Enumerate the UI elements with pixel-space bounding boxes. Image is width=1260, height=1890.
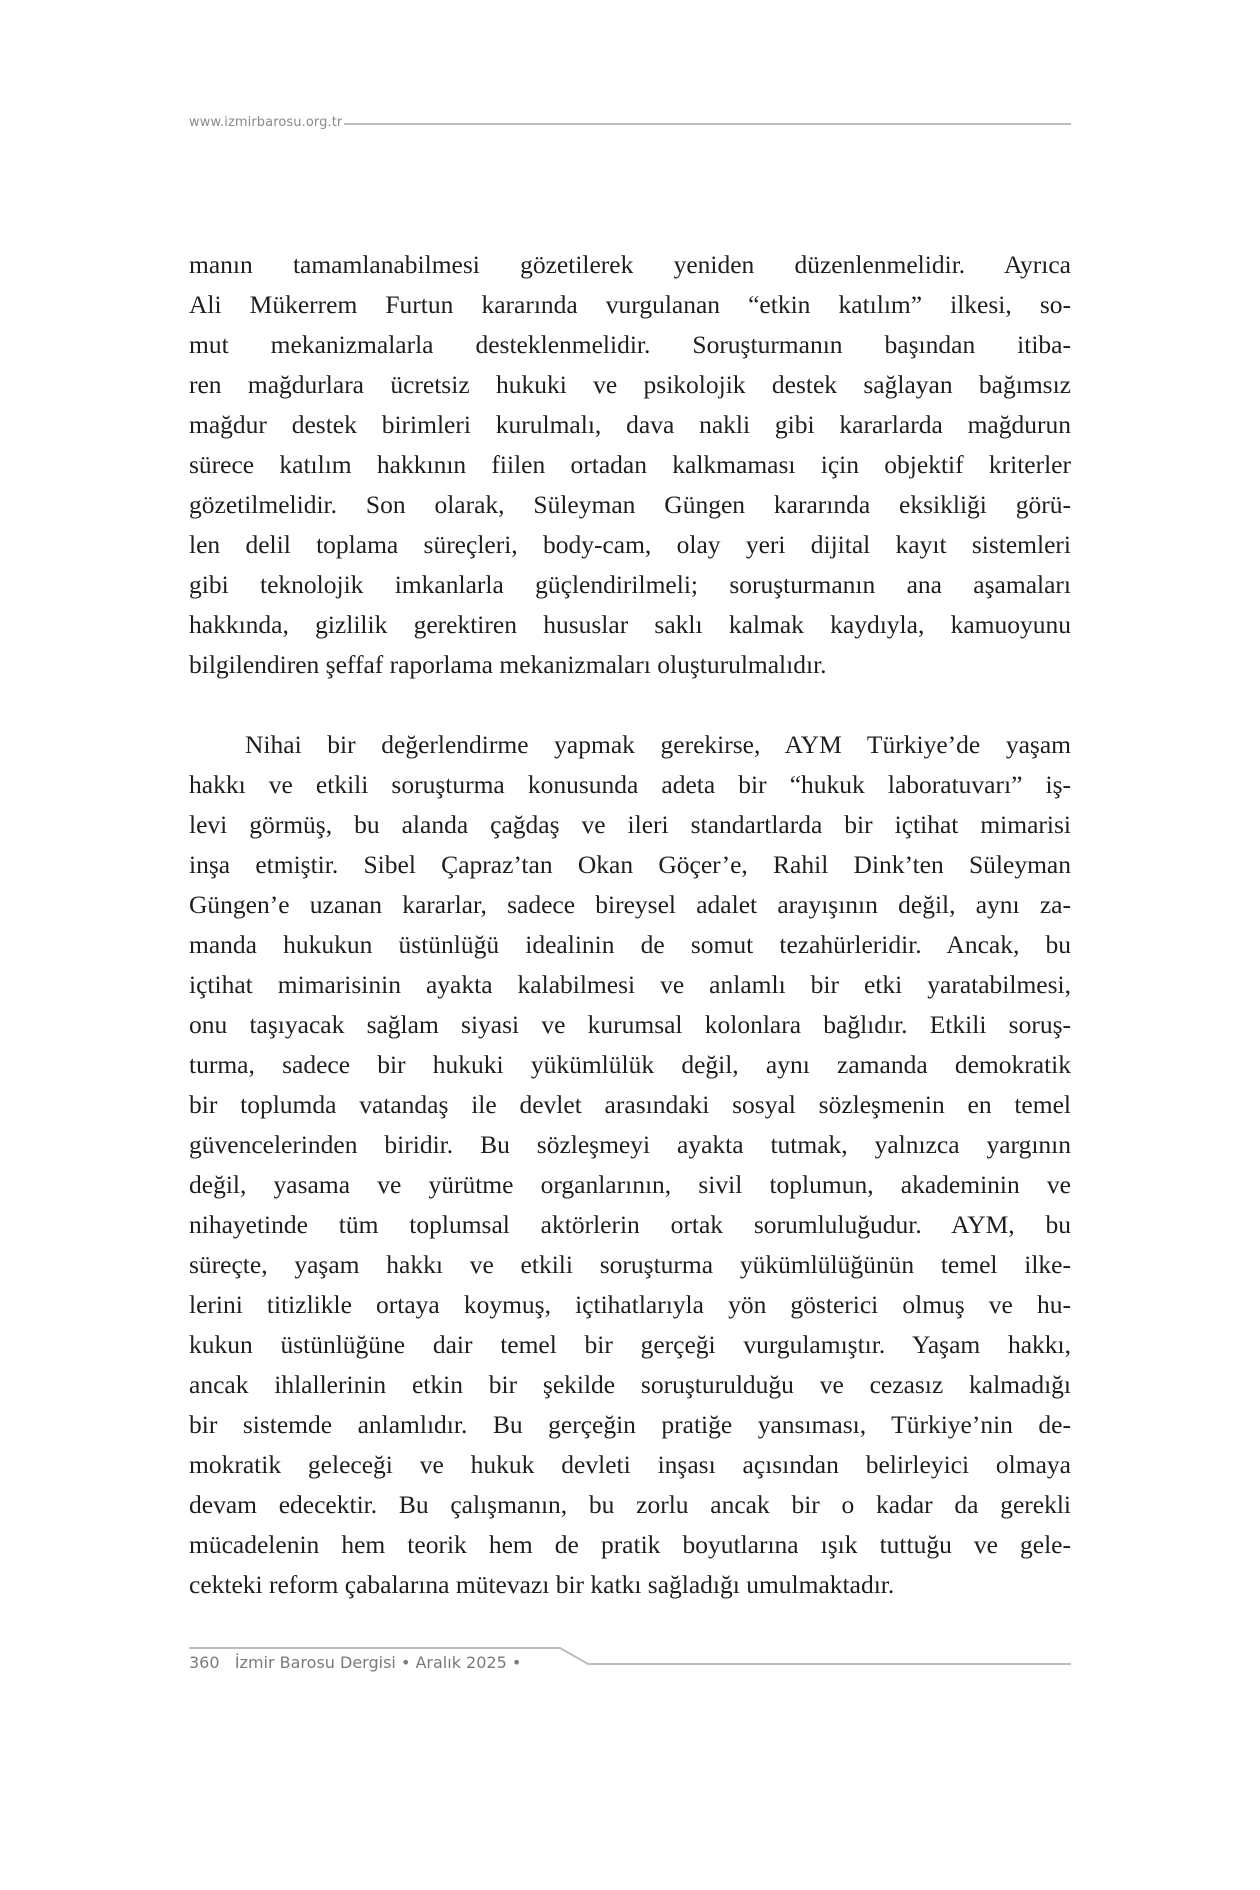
header-url: www.izmirbarosu.org.tr <box>189 114 343 130</box>
text-line: devam edecektir. Bu çalışmanın, bu zorlu ancak bir o kadar da gerekli <box>189 1490 1071 1519</box>
text-line: mücadelenin hem teorik hem de pratik boyutlarına ışık tuttuğu ve gele- <box>189 1530 1071 1559</box>
text-line: Ali Mükerrem Furtun kararında vurgulanan “etkin katılım” ilkesi, so- <box>189 290 1071 319</box>
text-line: inşa etmiştir. Sibel Çapraz’tan Okan Göçer’e, Rahil Dink’ten Süleyman <box>189 850 1071 879</box>
text-line: mut mekanizmalarla desteklenmelidir. Soruşturmanın başından itiba- <box>189 330 1071 359</box>
text-line: bir sistemde anlamlıdır. Bu gerçeğin pratiğe yansıması, Türkiye’nin de- <box>189 1410 1071 1439</box>
text-line: gibi teknolojik imkanlarla güçlendirilmeli; soruşturmanın ana aşamaları <box>189 570 1071 599</box>
text-line: kukun üstünlüğüne dair temel bir gerçeği vurgulamıştır. Yaşam hakkı, <box>189 1330 1071 1359</box>
text-line: süreçte, yaşam hakkı ve etkili soruşturma yükümlülüğünün temel ilke- <box>189 1250 1071 1279</box>
text-line: levi görmüş, bu alanda çağdaş ve ileri standartlarda bir içtihat mimarisi <box>189 810 1071 839</box>
page-header <box>189 112 1071 132</box>
text-line: mokratik geleceği ve hukuk devleti inşası açısından belirleyici olmaya <box>189 1450 1071 1479</box>
text-line: ancak ihlallerinin etkin bir şekilde soruşturulduğu ve cezasız kalmadığı <box>189 1370 1071 1399</box>
separator-dot: • <box>511 1653 522 1672</box>
text-line: manda hukukun üstünlüğü idealinin de somut tezahürleridir. Ancak, bu <box>189 930 1071 959</box>
paragraph-1 <box>189 245 1071 685</box>
page-number: 360 <box>189 1653 220 1672</box>
paragraph-2 <box>189 725 1071 1605</box>
header-rule <box>344 123 1071 125</box>
text-line: onu taşıyacak sağlam siyasi ve kurumsal kolonlara bağlıdır. Etkili soruş- <box>189 1010 1071 1039</box>
text-line: bilgilendiren şeffaf raporlama mekanizmaları oluşturulmalıdır. <box>189 650 827 679</box>
text-line: manın tamamlanabilmesi gözetilerek yeniden düzenlenmelidir. Ayrıca <box>189 250 1071 279</box>
separator-dot: • <box>400 1653 411 1672</box>
issue-date: Aralık 2025 <box>415 1653 507 1672</box>
article-body <box>189 245 1071 1605</box>
text-line: güvencelerinden biridir. Bu sözleşmeyi ayakta tutmak, yalnızca yargının <box>189 1130 1071 1159</box>
text-line: sürece katılım hakkının fiilen ortadan kalkmaması için objektif kriterler <box>189 450 1071 479</box>
text-line: ren mağdurlara ücretsiz hukuki ve psikolojik destek sağlayan bağımsız <box>189 370 1071 399</box>
text-line: bir toplumda vatandaş ile devlet arasındaki sosyal sözleşmenin en temel <box>189 1090 1071 1119</box>
journal-name: İzmir Barosu Dergisi <box>234 1653 396 1672</box>
text-line: turma, sadece bir hukuki yükümlülük değil, aynı zamanda demokratik <box>189 1050 1071 1079</box>
text-line: lerini titizlikle ortaya koymuş, içtihatlarıyla yön gösterici olmuş ve hu- <box>189 1290 1071 1319</box>
text-line: Nihai bir değerlendirme yapmak gerekirse, AYM Türkiye’de yaşam <box>245 730 1071 759</box>
text-line: hakkında, gizlilik gerektiren hususlar saklı kalmak kaydıyla, kamuoyunu <box>189 610 1071 639</box>
text-line: değil, yasama ve yürütme organlarının, sivil toplumun, akademinin ve <box>189 1170 1071 1199</box>
text-line: gözetilmelidir. Son olarak, Süleyman Güngen kararında eksikliği görü- <box>189 490 1071 519</box>
text-line: hakkı ve etkili soruşturma konusunda adeta bir “hukuk laboratuvarı” iş- <box>189 770 1071 799</box>
text-line: nihayetinde tüm toplumsal aktörlerin ortak sorumluluğudur. AYM, bu <box>189 1210 1071 1239</box>
text-line: Güngen’e uzanan kararlar, sadece bireysel adalet arayışının değil, aynı za- <box>189 890 1071 919</box>
text-line: cekteki reform çabalarına mütevazı bir katkı sağladığı umulmaktadır. <box>189 1570 895 1599</box>
paragraph-gap <box>189 685 1071 725</box>
text-line: içtihat mimarisinin ayakta kalabilmesi ve anlamlı bir etki yaratabilmesi, <box>189 970 1071 999</box>
text-line: len delil toplama süreçleri, body-cam, olay yeri dijital kayıt sistemleri <box>189 530 1071 559</box>
footer-text <box>189 1653 521 1672</box>
text-line: mağdur destek birimleri kurulmalı, dava nakli gibi kararlarda mağdurun <box>189 410 1071 439</box>
